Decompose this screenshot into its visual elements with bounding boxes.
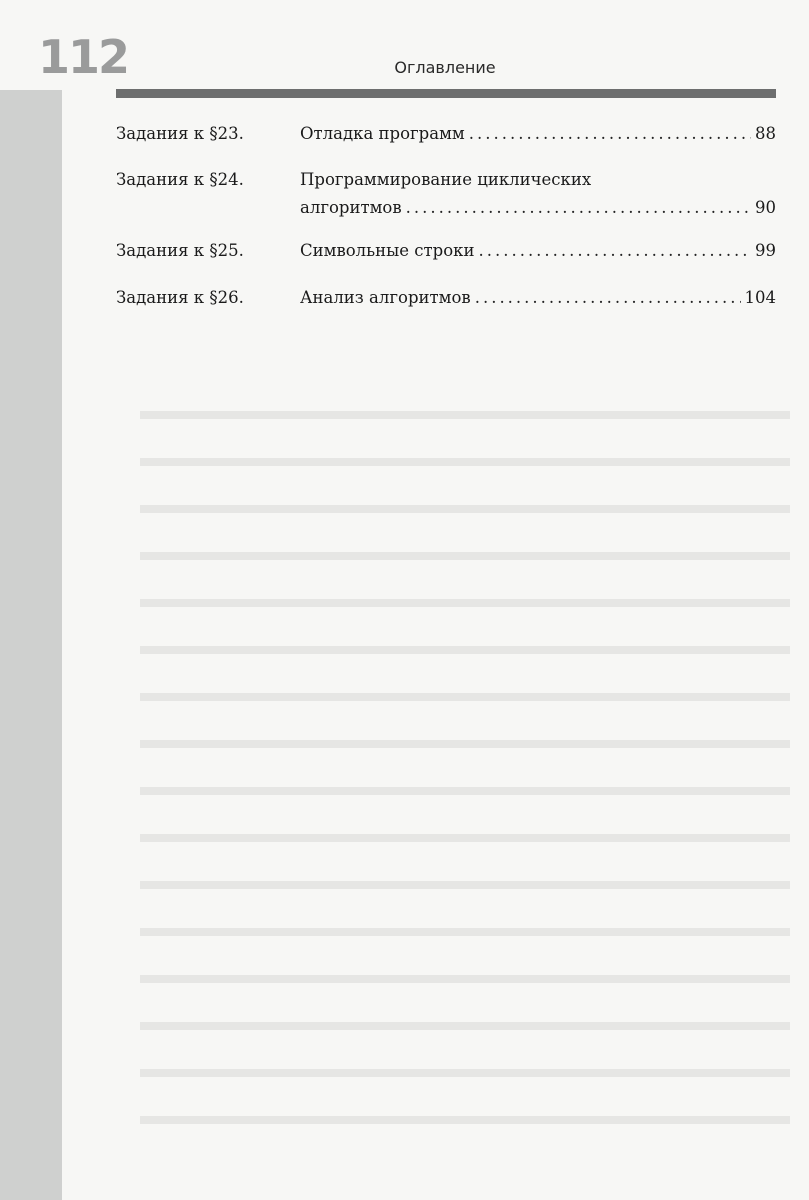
running-head: Оглавление	[394, 58, 496, 77]
toc-entry-line	[300, 166, 776, 194]
toc-entry-title: Символьные строки	[300, 241, 475, 260]
dot-leader	[469, 120, 751, 148]
page-number: 112	[38, 30, 129, 84]
toc-entry-title: Программирование циклических	[300, 170, 592, 189]
toc-entry-line	[300, 237, 776, 265]
toc-entry-label: Задания к §26.	[116, 288, 244, 307]
dot-leader	[478, 237, 751, 265]
toc-entry-title: Анализ алгоритмов	[300, 288, 471, 307]
toc-entry-line	[300, 194, 776, 222]
side-color-band	[0, 90, 62, 1200]
dot-leader	[475, 284, 741, 312]
bleed-through-texture	[140, 380, 790, 1160]
header-rule	[116, 89, 776, 98]
toc-page-number: 90	[755, 198, 776, 217]
toc-page-number: 88	[755, 124, 776, 143]
toc-entry-line	[300, 120, 776, 148]
toc-page-number: 99	[755, 241, 776, 260]
toc-entry-line	[300, 284, 776, 312]
toc-entry-title: Отладка программ	[300, 124, 465, 143]
toc-entry-label: Задания к §25.	[116, 241, 244, 260]
toc-entry-title-continued: алгоритмов	[300, 198, 402, 217]
toc-page-number: 104	[744, 288, 776, 307]
toc-entry-label: Задания к §23.	[116, 124, 244, 143]
toc-entry-label: Задания к §24.	[116, 170, 244, 189]
dot-leader	[406, 194, 751, 222]
